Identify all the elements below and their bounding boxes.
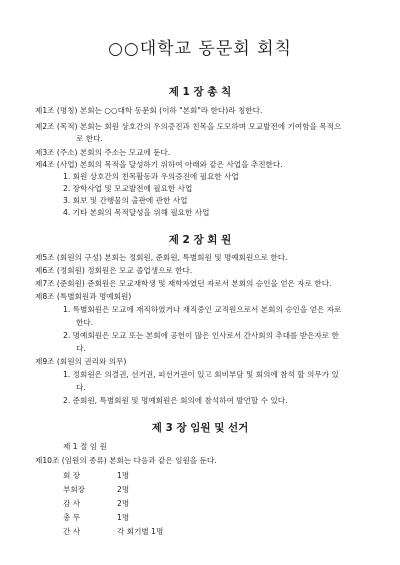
officer-role: 회 장 xyxy=(63,471,81,480)
officer-role: 감 사 xyxy=(63,499,81,508)
article-3: 제3조 (주소) 본회의 주소는 모교에 둔다. xyxy=(35,148,171,157)
article-8: 제8조 (특별회원과 명예회원) xyxy=(35,292,132,301)
officer-count: 1명 xyxy=(117,513,130,522)
officer-count: 2명 xyxy=(117,499,130,508)
officer-count: 1명 xyxy=(117,471,130,480)
officer-count: 2명 xyxy=(117,485,130,494)
chapter-3-heading: 제 3 장 임원 및 선거 xyxy=(151,422,249,434)
officer-role: 총 무 xyxy=(63,513,81,522)
article-2-cont: 로 한다. xyxy=(76,134,103,143)
article-8-item-1: 1. 특별회원은 모교에 재직하였거나 재직중인 교직원으로서 본회의 승인을 얻은 자로 xyxy=(63,305,342,314)
article-8-item-2: 2. 명예회원은 모교 또는 본회에 공헌이 많은 인사로서 간사회의 추대를 받은자로 한 xyxy=(63,331,339,340)
chapter-2-heading: 제 2 장 회 원 xyxy=(168,234,232,246)
article-4-item-2: 2. 장학사업 및 모교발전에 필요한 사업 xyxy=(63,184,193,193)
article-8-item-2-cont: 다. xyxy=(76,344,86,353)
section-1-heading: 제 1 절 임 원 xyxy=(63,442,107,451)
officer-role: 간 사 xyxy=(63,527,81,536)
article-10: 제10조 (임원의 종류) 본회는 다음과 같은 임원을 둔다. xyxy=(35,456,217,465)
article-5: 제5조 (회원의 구성) 본회는 정회원, 준회원, 특별회원 및 명예회원으로 한다. xyxy=(35,253,288,262)
article-4-item-3: 3. 회보 및 간행물의 출판에 관한 사업 xyxy=(63,196,188,205)
article-4-item-4: 4. 기타 본회의 목적달성을 위해 필요한 사업 xyxy=(63,208,210,217)
article-9-item-2: 2. 준회원, 특별회원 및 명예회원은 회의에 참석하여 발언할 수 있다. xyxy=(63,396,288,405)
article-2: 제2조 (목적) 본회는 회원 상호간의 우의증진과 친목을 도모하며 모교발전에 기여함을 목적으 xyxy=(35,122,342,131)
article-7: 제7조 (준회원) 준회원은 모교재학생 및 재학자였던 자로서 본회의 승인을 얻은 자로 한다. xyxy=(35,279,332,288)
article-9-item-1-cont: 다. xyxy=(76,383,86,392)
article-9: 제9조 (회원의 권리와 의무) xyxy=(35,357,127,366)
article-4-item-1: 1. 회원 상호간의 친목활동과 우의증진에 필요한 사업 xyxy=(63,172,239,181)
article-4: 제4조 (사업) 본회의 목적을 달성하기 위하여 아래와 같은 사업을 추진한다. xyxy=(35,160,283,169)
article-1: 제1조 (명칭) 본회는 ○○대학 동문회 (이하 "본회"라 한다)라 칭한다. xyxy=(35,106,263,115)
article-6: 제6조 (정회원) 정회원은 모교 졸업생으로 한다. xyxy=(35,266,193,275)
article-9-item-1: 1. 정회원은 의결권, 선거권, 피선거권이 있고 회비부담 및 회의에 참석 할 의무가 있 xyxy=(63,370,339,379)
officer-count: 각 회기별 1명 xyxy=(117,527,164,536)
page-title: ○○대학교 동문회 회칙 xyxy=(108,39,292,59)
chapter-1-heading: 제 1 장 총 칙 xyxy=(168,86,232,98)
article-8-item-1-cont: 한다. xyxy=(76,318,94,327)
officer-role: 부회장 xyxy=(63,485,86,494)
